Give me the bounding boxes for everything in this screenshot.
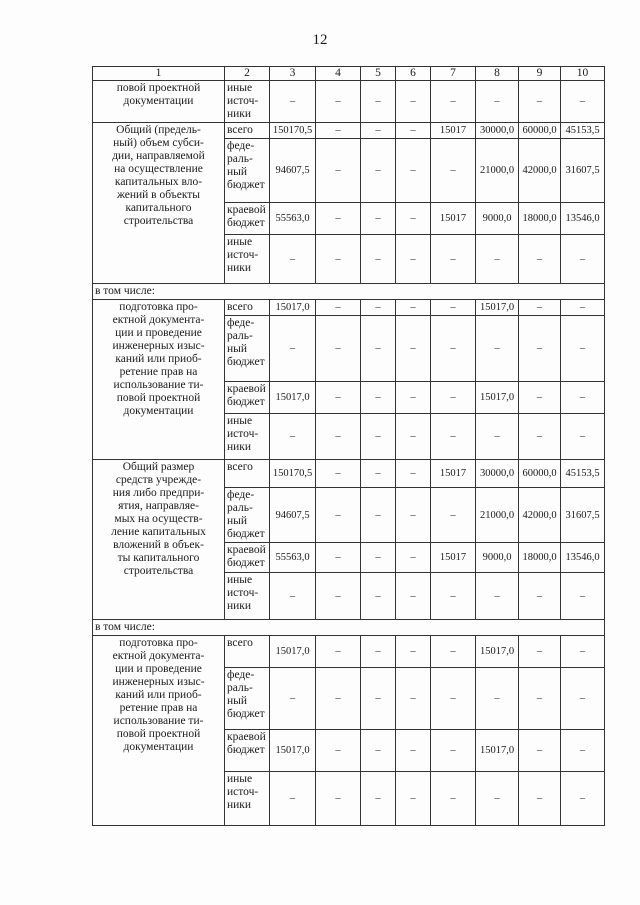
header-cell: 2: [225, 67, 270, 81]
value-cell: 13546,0: [561, 543, 605, 573]
value-cell: –: [396, 139, 431, 203]
source-label: всего: [225, 636, 270, 668]
value-cell: –: [519, 235, 561, 284]
value-cell: –: [431, 730, 476, 772]
value-cell: –: [361, 543, 396, 573]
source-label: всего: [225, 123, 270, 139]
value-cell: –: [316, 636, 361, 668]
table-row: [93, 636, 605, 668]
value-cell: 15017,0: [270, 636, 316, 668]
value-cell: –: [361, 81, 396, 123]
value-cell: –: [431, 81, 476, 123]
value-cell: 15017,0: [270, 382, 316, 414]
table-row: [93, 460, 605, 488]
value-cell: 15017,0: [270, 300, 316, 316]
value-cell: –: [396, 460, 431, 488]
value-cell: 45153,5: [561, 460, 605, 488]
value-cell: 94607,5: [270, 488, 316, 543]
table-row: [93, 300, 605, 316]
value-cell: –: [316, 573, 361, 620]
value-cell: –: [270, 81, 316, 123]
value-cell: –: [316, 123, 361, 139]
source-label: иные источ- ники: [225, 772, 270, 826]
value-cell: 30000,0: [476, 123, 519, 139]
value-cell: –: [361, 139, 396, 203]
header-cell: 6: [396, 67, 431, 81]
value-cell: 15017: [431, 123, 476, 139]
row-description: повой проектной документации: [93, 81, 225, 123]
value-cell: –: [431, 414, 476, 460]
value-cell: –: [361, 488, 396, 543]
value-cell: –: [270, 772, 316, 826]
value-cell: –: [561, 81, 605, 123]
row-description: Общий (предель- ный) объем субси- дии, направляемой на осуществление капитальных вло- жений в объекты капитального строительства: [93, 123, 225, 284]
value-cell: –: [519, 772, 561, 826]
value-cell: 9000,0: [476, 203, 519, 235]
source-label: феде- раль- ный бюджет: [225, 488, 270, 543]
value-cell: –: [396, 573, 431, 620]
value-cell: –: [316, 139, 361, 203]
value-cell: –: [316, 316, 361, 382]
value-cell: 18000,0: [519, 203, 561, 235]
value-cell: 60000,0: [519, 123, 561, 139]
value-cell: –: [270, 668, 316, 730]
value-cell: 55563,0: [270, 543, 316, 573]
value-cell: –: [561, 772, 605, 826]
value-cell: –: [316, 382, 361, 414]
value-cell: –: [519, 730, 561, 772]
value-cell: 60000,0: [519, 460, 561, 488]
value-cell: 30000,0: [476, 460, 519, 488]
value-cell: 15017,0: [476, 730, 519, 772]
value-cell: 21000,0: [476, 488, 519, 543]
header-cell: 5: [361, 67, 396, 81]
value-cell: –: [519, 316, 561, 382]
value-cell: –: [361, 414, 396, 460]
row-description: подготовка про- ектной документа- ции и проведение инженерных изыс- каний или приоб- ретение прав на использование ти- повой проектной документации: [93, 636, 225, 826]
source-label: краевой бюджет: [225, 203, 270, 235]
source-label: краевой бюджет: [225, 543, 270, 573]
value-cell: –: [316, 81, 361, 123]
value-cell: –: [361, 636, 396, 668]
value-cell: –: [431, 772, 476, 826]
value-cell: –: [396, 668, 431, 730]
row-description: подготовка про- ектной документа- ции и проведение инженерных изыс- каний или приоб- ретение прав на использование ти- повой проектной документации: [93, 300, 225, 460]
value-cell: –: [476, 235, 519, 284]
section-label: в том числе:: [93, 620, 605, 636]
value-cell: –: [396, 316, 431, 382]
value-cell: –: [519, 668, 561, 730]
value-cell: –: [476, 573, 519, 620]
header-cell: 1: [93, 67, 225, 81]
value-cell: 94607,5: [270, 139, 316, 203]
value-cell: 150170,5: [270, 460, 316, 488]
value-cell: 31607,5: [561, 139, 605, 203]
value-cell: –: [561, 668, 605, 730]
source-label: краевой бюджет: [225, 382, 270, 414]
table-row: [93, 123, 605, 139]
value-cell: –: [316, 668, 361, 730]
value-cell: –: [561, 573, 605, 620]
value-cell: –: [476, 668, 519, 730]
value-cell: –: [316, 772, 361, 826]
source-label: феде- раль- ный бюджет: [225, 316, 270, 382]
row-description: Общий размер средств учрежде- ния либо предпри- ятия, направляе- мых на осуществ- ление капитальных вложений в объек- ты капитального строительства: [93, 460, 225, 620]
value-cell: 15017: [431, 543, 476, 573]
value-cell: –: [431, 235, 476, 284]
header-cell: 4: [316, 67, 361, 81]
value-cell: –: [361, 772, 396, 826]
funding-table: [92, 66, 605, 826]
source-label: феде- раль- ный бюджет: [225, 139, 270, 203]
value-cell: –: [431, 668, 476, 730]
value-cell: –: [561, 316, 605, 382]
source-label: всего: [225, 300, 270, 316]
value-cell: –: [561, 730, 605, 772]
value-cell: 13546,0: [561, 203, 605, 235]
source-label: всего: [225, 460, 270, 488]
value-cell: –: [561, 300, 605, 316]
header-cell: 8: [476, 67, 519, 81]
value-cell: 21000,0: [476, 139, 519, 203]
value-cell: –: [396, 730, 431, 772]
value-cell: –: [396, 382, 431, 414]
value-cell: –: [519, 636, 561, 668]
value-cell: 15017: [431, 203, 476, 235]
header-cell: 7: [431, 67, 476, 81]
value-cell: –: [431, 139, 476, 203]
value-cell: 18000,0: [519, 543, 561, 573]
value-cell: –: [316, 488, 361, 543]
value-cell: –: [519, 81, 561, 123]
header-row: [93, 67, 605, 81]
value-cell: –: [270, 414, 316, 460]
value-cell: 15017,0: [476, 636, 519, 668]
value-cell: –: [361, 382, 396, 414]
value-cell: –: [396, 636, 431, 668]
value-cell: –: [316, 300, 361, 316]
value-cell: –: [396, 488, 431, 543]
value-cell: 31607,5: [561, 488, 605, 543]
table-row: [93, 81, 605, 123]
section-label: в том числе:: [93, 284, 605, 300]
value-cell: –: [396, 414, 431, 460]
value-cell: –: [361, 460, 396, 488]
value-cell: –: [431, 488, 476, 543]
value-cell: –: [361, 123, 396, 139]
value-cell: 15017,0: [270, 730, 316, 772]
value-cell: –: [431, 316, 476, 382]
value-cell: 15017,0: [476, 300, 519, 316]
value-cell: –: [431, 636, 476, 668]
table-row: [93, 620, 605, 636]
value-cell: 15017: [431, 460, 476, 488]
value-cell: –: [561, 235, 605, 284]
value-cell: –: [396, 772, 431, 826]
source-label: иные источ- ники: [225, 573, 270, 620]
value-cell: –: [361, 235, 396, 284]
value-cell: –: [431, 573, 476, 620]
value-cell: –: [270, 235, 316, 284]
value-cell: –: [316, 203, 361, 235]
value-cell: –: [476, 414, 519, 460]
source-label: краевой бюджет: [225, 730, 270, 772]
value-cell: –: [361, 316, 396, 382]
value-cell: 42000,0: [519, 488, 561, 543]
value-cell: –: [431, 300, 476, 316]
value-cell: –: [316, 460, 361, 488]
value-cell: –: [476, 81, 519, 123]
value-cell: 42000,0: [519, 139, 561, 203]
value-cell: –: [396, 123, 431, 139]
value-cell: –: [519, 300, 561, 316]
value-cell: –: [361, 730, 396, 772]
value-cell: –: [519, 573, 561, 620]
value-cell: –: [431, 382, 476, 414]
page-number: 12: [312, 32, 328, 48]
header-cell: 9: [519, 67, 561, 81]
value-cell: –: [519, 382, 561, 414]
value-cell: –: [396, 81, 431, 123]
source-label: феде- раль- ный бюджет: [225, 668, 270, 730]
value-cell: –: [476, 316, 519, 382]
value-cell: –: [270, 573, 316, 620]
value-cell: –: [396, 235, 431, 284]
value-cell: –: [519, 414, 561, 460]
value-cell: –: [361, 300, 396, 316]
value-cell: –: [316, 543, 361, 573]
source-label: иные источ- ники: [225, 414, 270, 460]
value-cell: –: [316, 414, 361, 460]
value-cell: 150170,5: [270, 123, 316, 139]
value-cell: –: [396, 300, 431, 316]
value-cell: –: [476, 772, 519, 826]
table-row: [93, 284, 605, 300]
value-cell: –: [396, 543, 431, 573]
value-cell: –: [361, 668, 396, 730]
source-label: иные источ- ники: [225, 81, 270, 123]
value-cell: 9000,0: [476, 543, 519, 573]
source-label: иные источ- ники: [225, 235, 270, 284]
value-cell: 15017,0: [476, 382, 519, 414]
value-cell: –: [561, 414, 605, 460]
value-cell: –: [561, 636, 605, 668]
value-cell: –: [561, 382, 605, 414]
value-cell: –: [361, 573, 396, 620]
value-cell: –: [316, 730, 361, 772]
header-cell: 10: [561, 67, 605, 81]
value-cell: –: [270, 316, 316, 382]
value-cell: 45153,5: [561, 123, 605, 139]
value-cell: –: [361, 203, 396, 235]
value-cell: –: [396, 203, 431, 235]
value-cell: 55563,0: [270, 203, 316, 235]
value-cell: –: [316, 235, 361, 284]
header-cell: 3: [270, 67, 316, 81]
